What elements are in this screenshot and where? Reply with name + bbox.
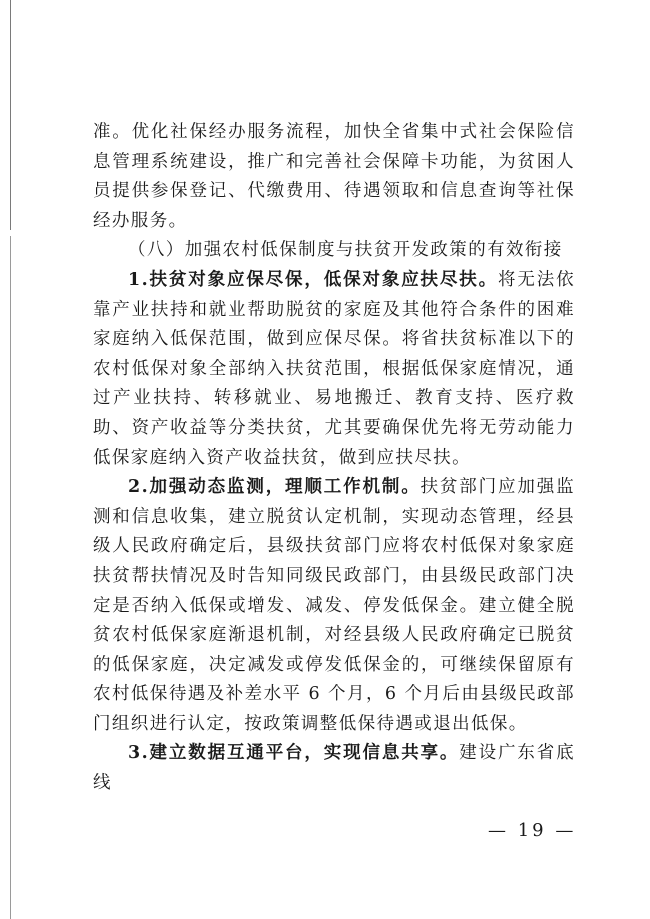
item-2-lead: 2.加强动态监测，理顺工作机制。 bbox=[128, 477, 421, 498]
paragraph-continuation: 准。优化社保经办服务流程，加快全省集中式社会保险信息管理系统建设，推广和完善社会保障卡功能，为贫困人员提供参保登记、代缴费用、待遇领取和信息查询等社保经办服务。 bbox=[93, 122, 575, 231]
item-3-text: 建设广东省底线 bbox=[93, 743, 575, 794]
item-1-text: 将无法依靠产业扶持和就业帮助脱贫的家庭及其他符合条件的困难家庭纳入低保范围，做到应保尽保。将省扶贫标准以下的农村低保对象全部纳入扶贫范围，根据低保家庭情况，通过产业扶持、转移就业、易地搬迁、教育支持、医疗救助、资产收益等分类扶贫，尤其要确保优先将无劳动能力低保家庭纳入资产收益扶贫，做到应扶尽扶。 bbox=[93, 269, 575, 468]
document-body bbox=[93, 118, 575, 799]
paragraph-item-2 bbox=[93, 473, 575, 739]
paragraph-item-1 bbox=[93, 266, 575, 473]
paragraph-item-3 bbox=[93, 739, 575, 798]
item-1-lead: 1.扶贫对象应保尽保，低保对象应扶尽扶。 bbox=[128, 269, 498, 290]
item-3-lead: 3.建立数据互通平台，实现信息共享。 bbox=[128, 743, 460, 764]
page-number: — 19 — bbox=[488, 820, 577, 841]
section-heading: （八）加强农村低保制度与扶贫开发政策的有效衔接 bbox=[128, 240, 563, 261]
left-margin-rule bbox=[10, 0, 11, 230]
item-2-text: 扶贫部门应加强监测和信息收集，建立脱贫认定机制，实现动态管理，经县级人民政府确定后，县级扶贫部门应将农村低保对象家庭扶贫帮扶情况及时告知同级民政部门，由县级民政部门决定是否纳入低保或增发、减发、停发低保金。建立健全脱贫农村低保家庭渐退机制，对经县级人民政府确定已脱贫的低保家庭，决定减发或停发低保金的，可继续保留原有农村低保待遇及补差水平 6 个月，6 个月后由县级民政部门组织进行认定，按政策调整低保待遇或退出低保。 bbox=[93, 477, 575, 734]
left-margin-rule-lower bbox=[10, 236, 11, 919]
